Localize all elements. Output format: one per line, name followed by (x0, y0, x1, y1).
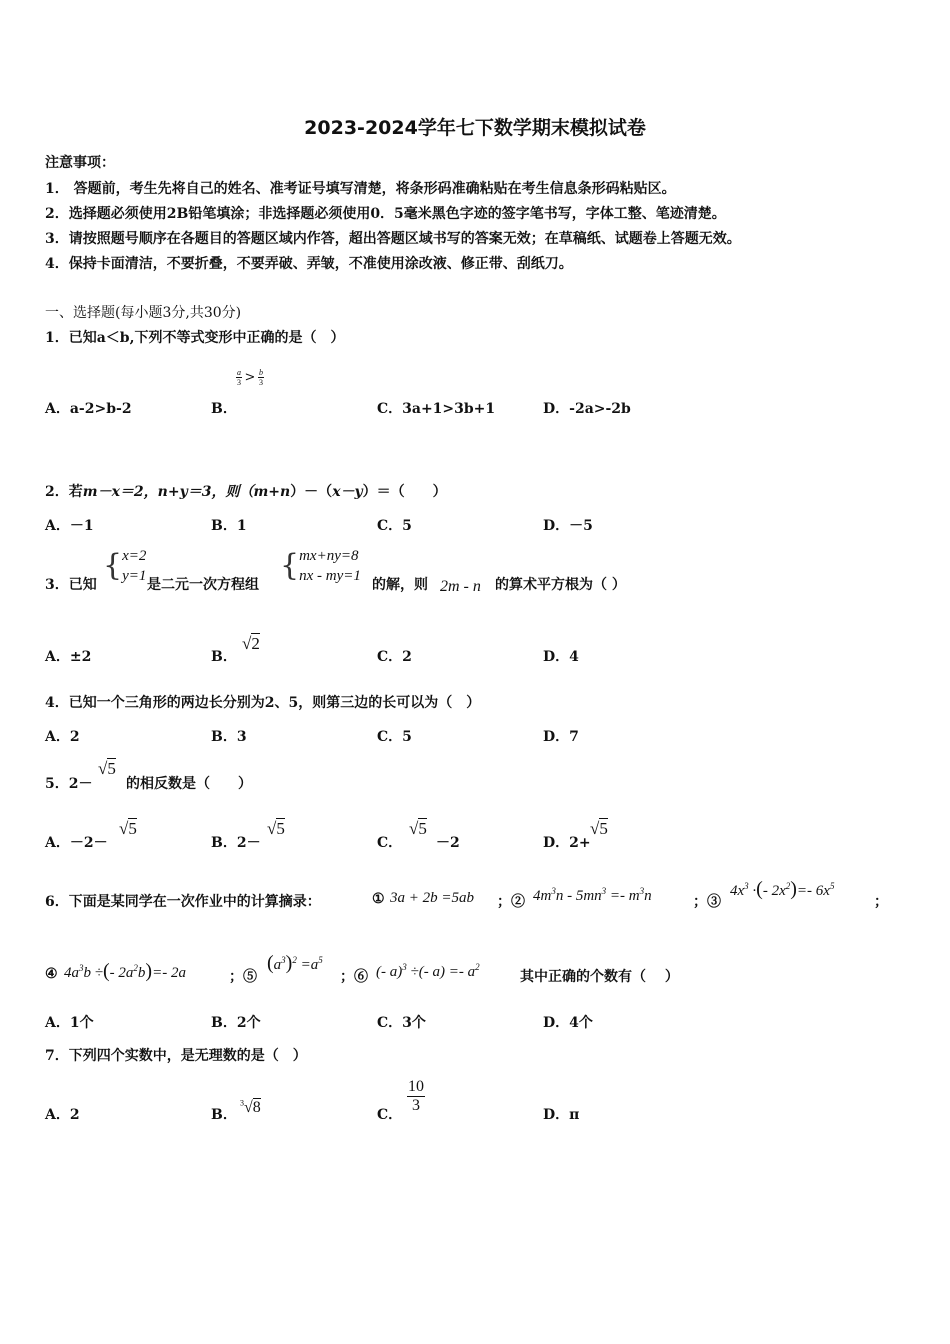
q5-option-b-label: B．2－ (211, 835, 261, 851)
q3-pre: 3．已知 (45, 577, 97, 593)
q3-system-1: { x=2 y=1 (103, 548, 147, 584)
q3-option-b-label: B． (211, 649, 237, 665)
notice-item: 1． 答题前，考生先将自己的姓名、准考证号填写清楚，将条形码准确粘贴在考生信息条形码粘贴区。 (45, 181, 676, 197)
q4-option-d: D．7 (543, 729, 579, 745)
q5-option-a-sqrt: √5 (119, 819, 137, 838)
q6-expr-3: $4x^3$ ·(- $2x^2)=-$ $6x^5$ (730, 878, 835, 900)
q5-option-a-label: A．－2－ (45, 835, 108, 851)
q2-option-b: B．1 (211, 518, 247, 534)
q6-mark-4: ； (874, 894, 888, 910)
page-title: 2023-2024学年七下数学期末模拟试卷 (304, 117, 646, 139)
q7-option-a: A．2 (45, 1107, 80, 1123)
q7-option-c-label: C． (377, 1107, 403, 1123)
q6-mark-2: ；② (497, 894, 525, 910)
q1-option-b-label: B． (211, 401, 237, 417)
q6-option-a: A．1个 (45, 1015, 94, 1031)
notice-item: 2．选择题必须使用2B铅笔填涂；非选择题必须使用0．5毫米黑色字迹的签字笔书写，字体工整、笔迹清楚。 (45, 206, 726, 222)
q5-pre: 5．2－ (45, 776, 93, 792)
q6-option-b: B．2个 (211, 1015, 261, 1031)
q5-option-d-label: D．2+ (543, 835, 591, 851)
notice-item: 4．保持卡面清洁，不要折叠，不要弄破、弄皱，不准使用涂改液、修正带、刮纸刀。 (45, 256, 573, 272)
q5-post: 的相反数是（ ） (126, 776, 252, 792)
q4-stem: 4．已知一个三角形的两边长分别为2、5，则第三边的长可以为（ ） (45, 695, 481, 711)
q3-mid2: 的解，则 (372, 577, 428, 593)
q5-option-c-post: －2 (436, 835, 460, 851)
q7-option-b-label: B． (211, 1107, 237, 1123)
q3-system-2: { mx+ny=8 nx - my=1 (280, 548, 361, 584)
q3-option-c: C．2 (377, 649, 412, 665)
q5-sqrt: √5 (98, 759, 116, 778)
q5-option-b-sqrt: √5 (267, 819, 285, 838)
q7-option-d: D．π (543, 1107, 580, 1123)
q7-option-c-fraction: $\frac{10}{3}$ (408, 1078, 424, 1115)
fraction: $\frac{b}{3}$ (259, 368, 263, 388)
q6-expr-2: $4m^3n - 5mn^3 =- m^3n$ (533, 886, 652, 904)
section-heading: 一、选择题(每小题3分,共30分) (45, 305, 242, 321)
q3-expr: 2m - n (440, 578, 481, 595)
q5-option-d-sqrt: √5 (590, 819, 608, 838)
q2-option-c: C．5 (377, 518, 412, 534)
q4-option-a: A．2 (45, 729, 80, 745)
q2-option-d: D．－5 (543, 518, 593, 534)
q7-option-b-cbrt: $^3$√8 (240, 1098, 261, 1116)
notice-heading: 注意事项： (45, 155, 115, 171)
q3-post: 的算术平方根为（ ） (495, 577, 626, 593)
q7-stem: 7．下列四个实数中，是无理数的是（ ） (45, 1048, 307, 1064)
q2-stem: 2．若m－x＝2，n+y＝3，则（m+n）－（x－y）＝（ ） (45, 484, 447, 500)
q6-option-d: D．4个 (543, 1015, 593, 1031)
q6-expr-4: $4a^3b$ ÷(- $2a^2b)=-$ 2a (64, 960, 186, 982)
q1-option-a: A．a-2>b-2 (45, 401, 132, 417)
q1-stem: 1．已知a＜b,下列不等式变形中正确的是（ ） (45, 330, 345, 346)
fraction: $\frac{a}{3}$ (237, 368, 241, 388)
q6-stem: 6．下面是某同学在一次作业中的计算摘录： (45, 894, 321, 910)
q6-mark-5: ④ (45, 966, 58, 982)
q1-option-d: D．-2a>-2b (543, 401, 631, 417)
notice-item: 3．请按照题号顺序在各题目的答题区域内作答，超出答题区域书写的答案无效；在草稿纸、试题卷上答题无效。 (45, 231, 741, 247)
q3-option-a: A．±2 (45, 649, 92, 665)
q2-option-a: A．－1 (45, 518, 94, 534)
q5-option-c-sqrt: √5 (409, 819, 427, 838)
q3-option-d: D．4 (543, 649, 579, 665)
q6-mark-3: ；③ (693, 894, 721, 910)
q6-expr-6: (- a)$^3$ ÷(- $a) =- a^2$ (376, 962, 480, 980)
q5-option-c-label: C． (377, 835, 403, 851)
q6-mark-6: ；⑤ (229, 969, 257, 985)
q1-option-b-expr: $\frac{a}{3}$ > $\frac{b}{3}$ (237, 368, 263, 388)
q3-option-b-sqrt: √2 (242, 634, 260, 653)
q6-expr-1: 3a + 2b =5ab (390, 890, 474, 906)
q6-tail: 其中正确的个数有（ ） (520, 969, 679, 985)
q6-expr-5: $(a^3)^2 =a^5$ (267, 952, 323, 974)
q6-mark-1: ① (372, 891, 385, 907)
q1-option-c: C．3a+1>3b+1 (377, 401, 496, 417)
q3-mid: 是二元一次方程组 (147, 577, 259, 593)
q4-option-c: C．5 (377, 729, 412, 745)
q6-mark-7: ；⑥ (340, 969, 368, 985)
q4-option-b: B．3 (211, 729, 247, 745)
q6-option-c: C．3个 (377, 1015, 426, 1031)
